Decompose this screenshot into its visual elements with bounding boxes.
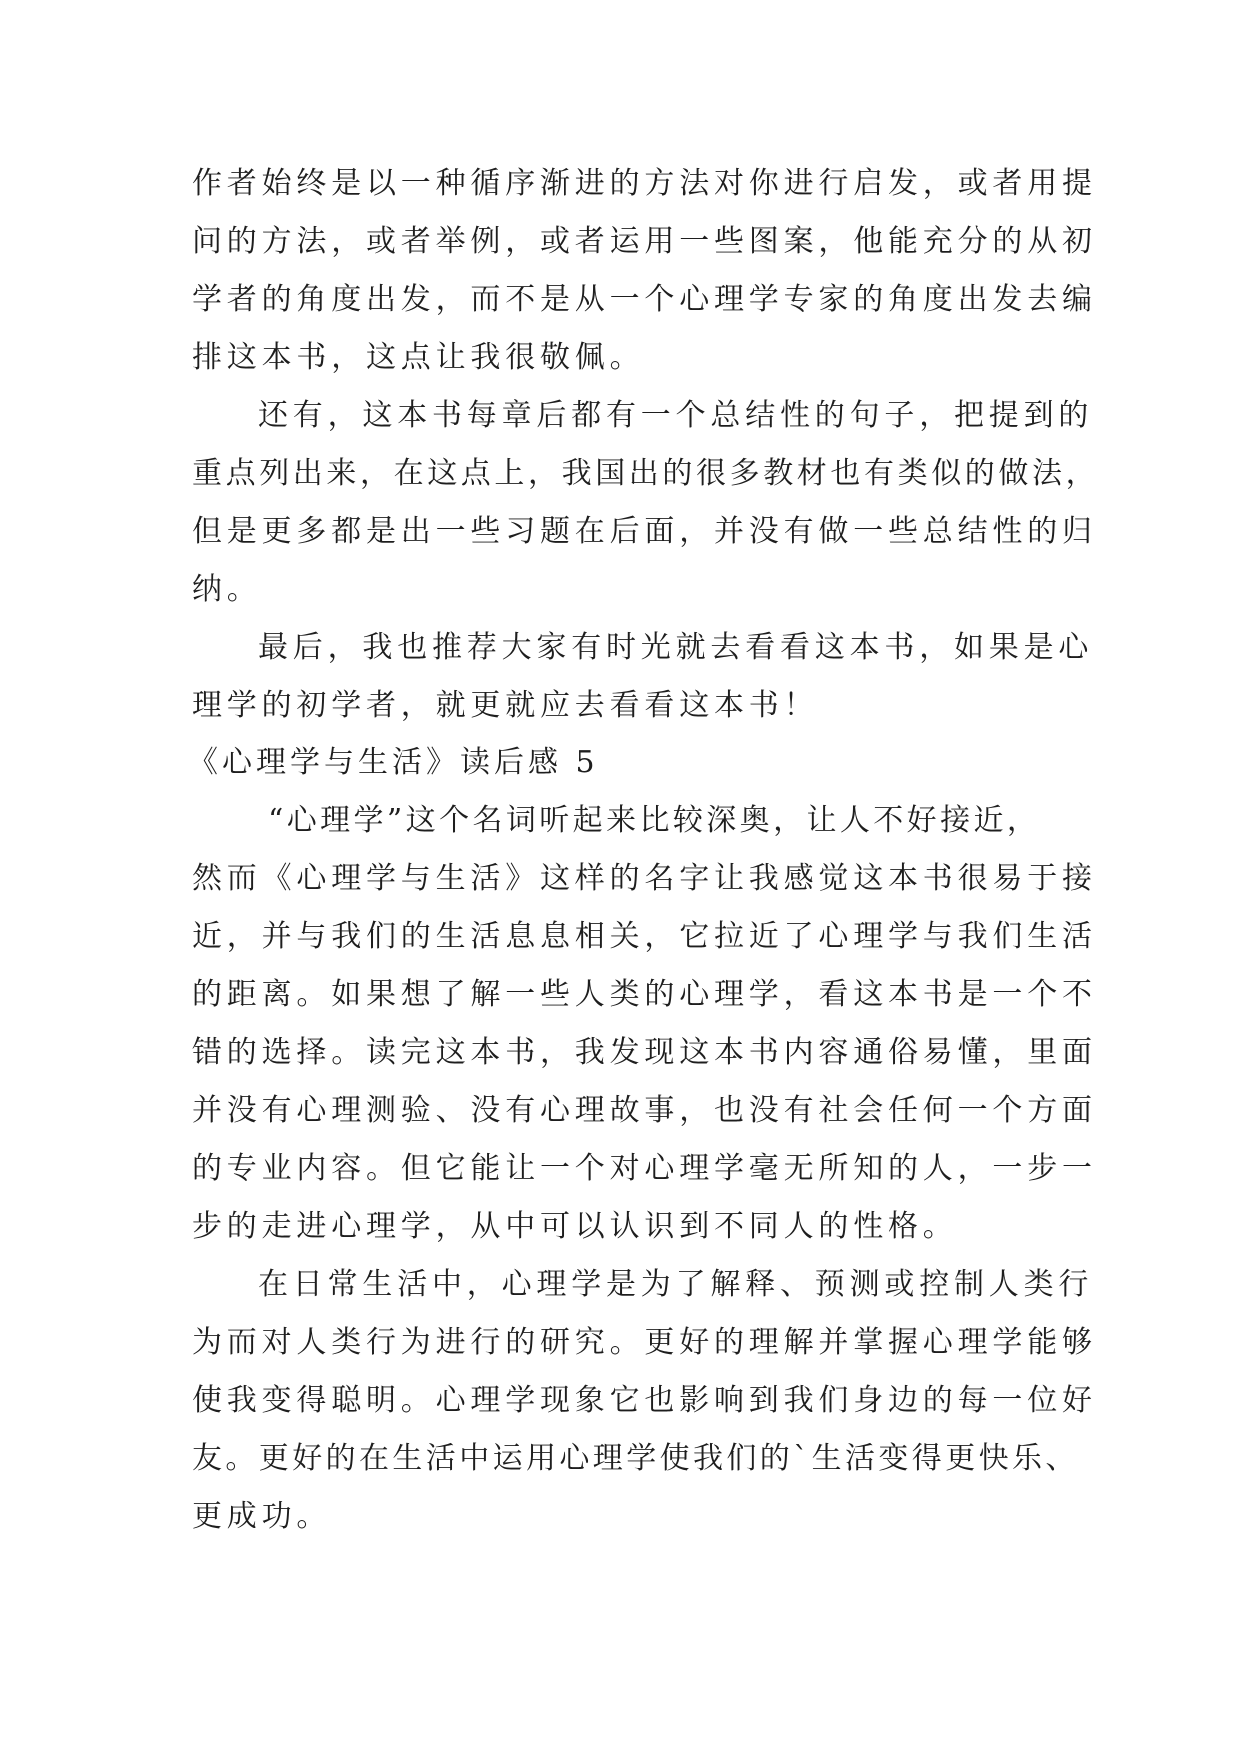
- text-line: 最后，我也推荐大家有时光就去看看这本书，如果是心: [258, 630, 1094, 665]
- text-line: 然而《心理学与生活》这样的名字让我感觉这本书很易于接: [192, 861, 1097, 896]
- text-line: 使我变得聪明。心理学现象它也影响到我们身边的每一位好: [192, 1383, 1097, 1418]
- text-line: 的距离。如果想了解一些人类的心理学，看这本书是一个不: [192, 977, 1097, 1012]
- text-line: 的专业内容。但它能让一个对心理学毫无所知的人，一步一: [192, 1151, 1097, 1186]
- text-line: “心理学”这个名词听起来比较深奥，让人不好接近，: [268, 803, 1041, 838]
- section-heading: 《心理学与生活》读后感 5: [188, 745, 599, 780]
- text-line: 学者的角度出发，而不是从一个心理学专家的角度出发去编: [192, 282, 1097, 317]
- text-line: 作者始终是以一种循序渐进的方法对你进行启发，或者用提: [192, 166, 1097, 201]
- text-line: 但是更多都是出一些习题在后面，并没有做一些总结性的归: [192, 514, 1097, 549]
- text-line: 近，并与我们的生活息息相关，它拉近了心理学与我们生活: [192, 919, 1097, 954]
- text-line: 为而对人类行为进行的研究。更好的理解并掌握心理学能够: [192, 1325, 1097, 1360]
- text-line: 在日常生活中，心理学是为了解释、预测或控制人类行: [258, 1267, 1094, 1302]
- text-line: 还有，这本书每章后都有一个总结性的句子，把提到的: [258, 398, 1094, 433]
- text-line: 步的走进心理学，从中可以认识到不同人的性格。: [192, 1209, 958, 1244]
- text-line: 理学的初学者，就更就应去看看这本书！: [192, 688, 819, 723]
- text-line: 更成功。: [192, 1499, 332, 1534]
- text-line: 问的方法，或者举例，或者运用一些图案，他能充分的从初: [192, 224, 1097, 259]
- text-line: 错的选择。读完这本书，我发现这本书内容通俗易懂，里面: [192, 1035, 1097, 1070]
- text-line: 友。更好的在生活中运用心理学使我们的`生活变得更快乐、: [192, 1441, 1079, 1476]
- text-line: 纳。: [192, 572, 262, 607]
- text-line: 并没有心理测验、没有心理故事，也没有社会任何一个方面: [192, 1093, 1097, 1128]
- text-line: 排这本书，这点让我很敬佩。: [192, 340, 645, 375]
- text-line: 重点列出来，在这点上，我国出的很多教材也有类似的做法，: [192, 456, 1100, 491]
